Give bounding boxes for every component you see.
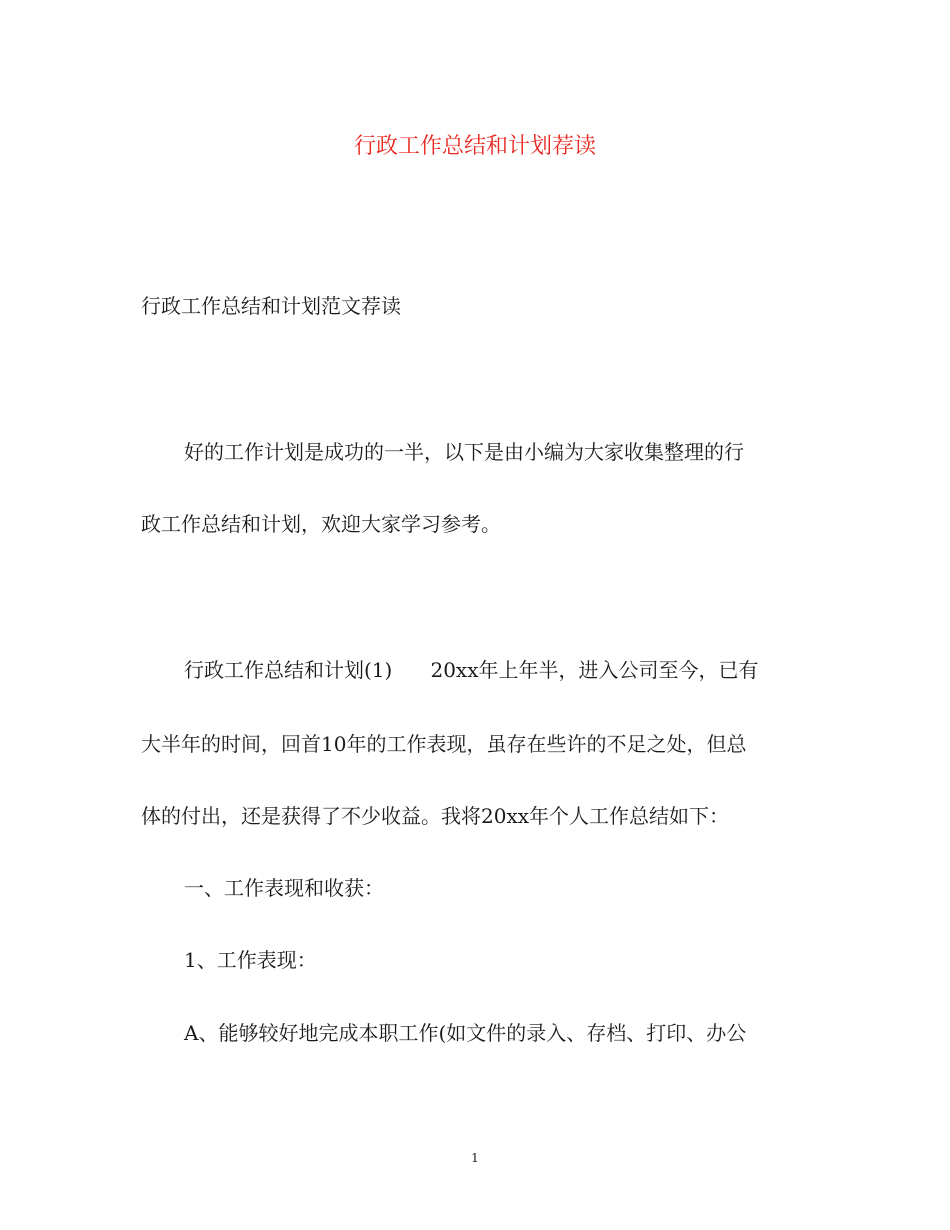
body-line: A、能够较好地完成本职工作(如文件的录入、存档、打印、办公 xyxy=(184,1021,747,1045)
subsection-heading: 1、工作表现： xyxy=(184,948,317,972)
body-line: 体的付出，还是获得了不少收益。我将20xx年个人工作总结如下： xyxy=(141,804,730,828)
document-title: 行政工作总结和计划荐读 xyxy=(353,134,596,159)
intro-line: 政工作总结和计划，欢迎大家学习参考。 xyxy=(141,512,501,536)
section-heading: 一、工作表现和收获： xyxy=(184,876,384,900)
page-number: 1 xyxy=(471,1151,479,1165)
body-line: 大半年的时间，回首10年的工作表现，虽存在些许的不足之处，但总 xyxy=(141,732,747,756)
intro-line: 好的工作计划是成功的一半，以下是由小编为大家收集整理的行 xyxy=(184,440,744,464)
body-line: 行政工作总结和计划(1) 20xx年上年半，进入公司至今，已有 xyxy=(184,658,759,682)
document-subtitle: 行政工作总结和计划范文荐读 xyxy=(141,294,401,318)
